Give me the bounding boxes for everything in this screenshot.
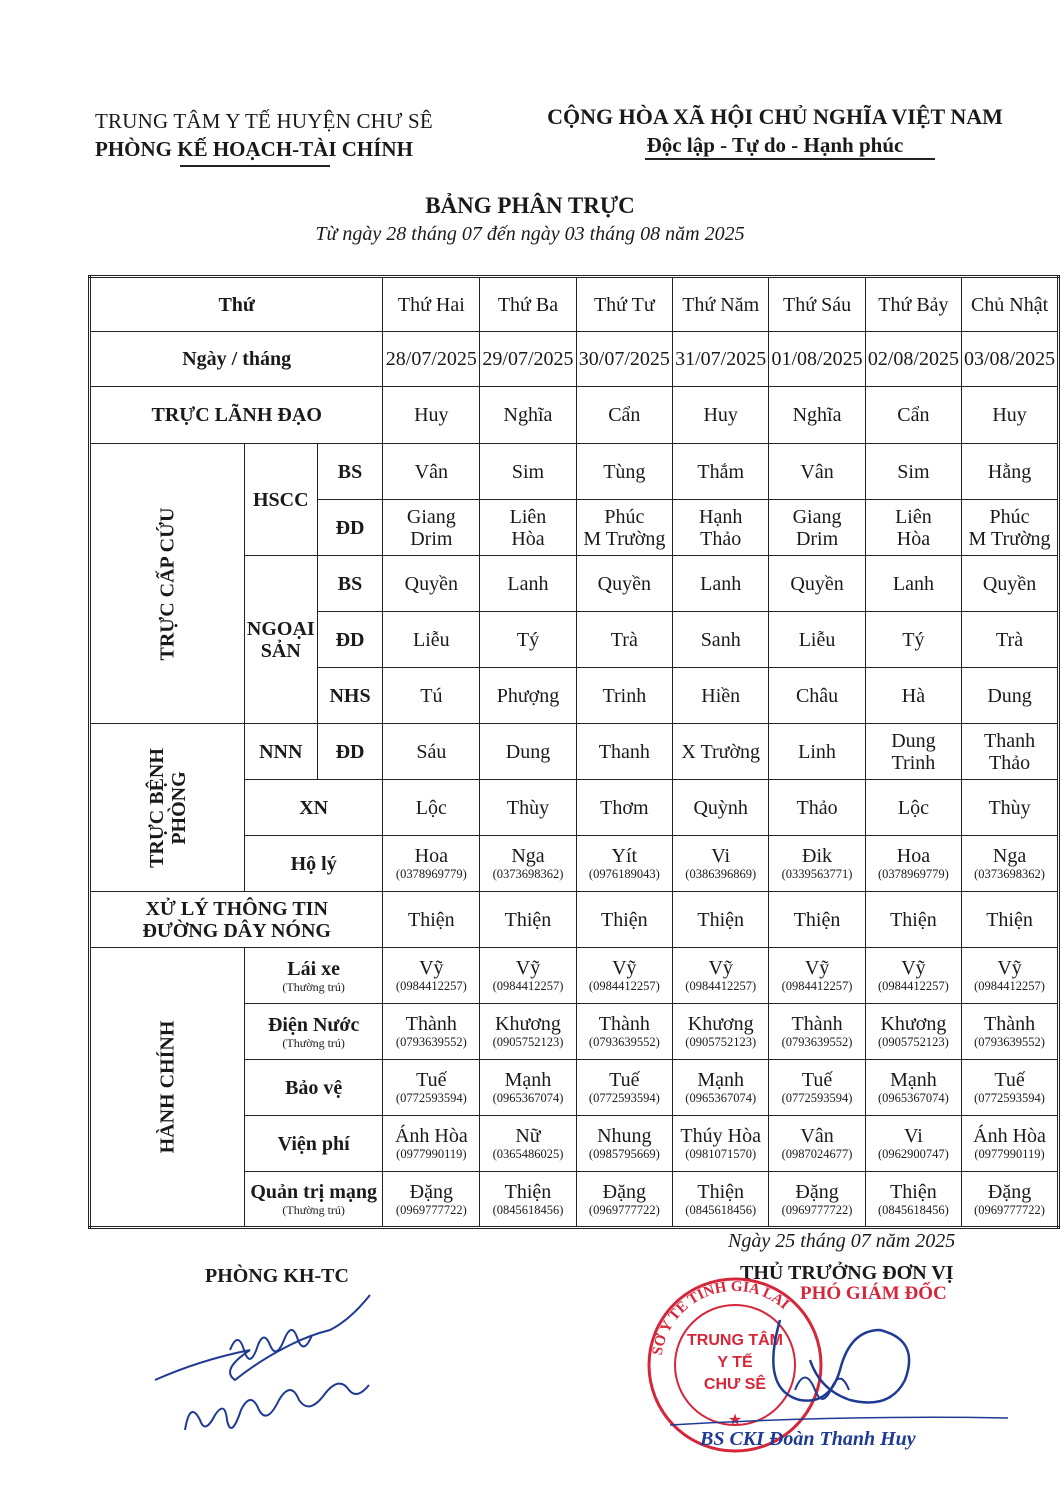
nnn-dd-cell: X Trường (673, 724, 769, 780)
left-signature (140, 1290, 400, 1460)
hotline-cell: Thiện (962, 892, 1059, 948)
director-name: BS CKI Đoàn Thanh Huy (700, 1428, 916, 1450)
holy-cell: Nga (0373698362) (480, 836, 576, 892)
ns-dd-cell: Trà (962, 612, 1059, 668)
leadership-cell: Huy (673, 387, 769, 444)
ns-bs-cell: Lanh (673, 556, 769, 612)
holy-cell: Đik (0339563771) (769, 836, 865, 892)
hscc-dd-cell: Giang Drim (383, 500, 480, 556)
ns-bs-cell: Lanh (480, 556, 576, 612)
hscc-dd-cell: Liên Hòa (480, 500, 576, 556)
security-cell: Mạnh (0965367074) (673, 1060, 769, 1116)
utilities-cell: Thành (0793639552) (383, 1004, 480, 1060)
holy-label: Hộ lý (244, 836, 382, 892)
day-header: Thứ Hai (383, 277, 480, 332)
ns-bs-cell: Quyền (383, 556, 480, 612)
hscc-dd-cell: Giang Drim (769, 500, 865, 556)
leadership-cell: Nghĩa (480, 387, 576, 444)
billing-cell: Ánh Hòa (0977990119) (962, 1116, 1059, 1172)
utilities-label: Điện Nước (Thường trú) (244, 1004, 382, 1060)
hscc-bs-cell: Sim (480, 444, 576, 500)
driver-cell: Vỹ (0984412257) (865, 948, 961, 1004)
org-underline (180, 165, 330, 167)
ns-nhs-cell: Trinh (576, 668, 672, 724)
nnn-dd-cell: Thanh Thảo (962, 724, 1059, 780)
network-admin-label: Quản trị mạng (Thường trú) (244, 1172, 382, 1228)
day-header: Thứ Năm (673, 277, 769, 332)
ns-dd-cell: Sanh (673, 612, 769, 668)
document-title (0, 192, 1060, 248)
stamp-outer-text: SỞ Y TẾ TỈNH GIA LAI (649, 1278, 792, 1357)
driver-cell: Vỹ (0984412257) (480, 948, 576, 1004)
network-admin-cell: Đặng (0969777722) (769, 1172, 865, 1228)
hscc-dd-cell: Phúc M Trường (962, 500, 1059, 556)
hotline-cell: Thiện (383, 892, 480, 948)
hscc-dd-label: ĐD (317, 500, 383, 556)
header-thu: Thứ (90, 277, 383, 332)
nation-line-2: Độc lập - Tự do - Hạnh phúc (646, 133, 904, 157)
network-admin-cell: Thiện (0845618456) (865, 1172, 961, 1228)
driver-cell: Vỹ (0984412257) (383, 948, 480, 1004)
holy-cell: Hoa (0378969779) (865, 836, 961, 892)
xn-cell: Quỳnh (673, 780, 769, 836)
table-row (90, 724, 1059, 780)
stamp-inner-3: CHƯ SÊ (703, 1376, 767, 1393)
ns-nhs-cell: Hiền (673, 668, 769, 724)
day-header: Thứ Sáu (769, 277, 865, 332)
ns-nhs-cell: Dung (962, 668, 1059, 724)
billing-cell: Thúy Hòa (0981071570) (673, 1116, 769, 1172)
org-line-2: PHÒNG KẾ HOẠCH-TÀI CHÍNH (95, 137, 413, 161)
xn-label: XN (244, 780, 382, 836)
leadership-cell: Cẩn (865, 387, 961, 444)
table-row (90, 387, 1059, 444)
network-admin-cell: Thiện (0845618456) (480, 1172, 576, 1228)
nation-underline (645, 158, 935, 160)
org-line-1: TRUNG TÂM Y TẾ HUYỆN CHƯ SÊ (95, 109, 433, 133)
driver-cell: Vỹ (0984412257) (576, 948, 672, 1004)
title-main: BẢNG PHÂN TRỰC (425, 193, 635, 218)
title-sub: Từ ngày 28 tháng 07 đến ngày 03 tháng 08 năm 2025 (315, 223, 745, 245)
ns-bs-cell: Quyền (962, 556, 1059, 612)
driver-cell: Vỹ (0984412257) (962, 948, 1059, 1004)
hscc-bs-cell: Vân (769, 444, 865, 500)
table-row (90, 277, 1059, 332)
table-row (90, 948, 1059, 1004)
utilities-cell: Thành (0793639552) (576, 1004, 672, 1060)
ns-nhs-cell: Tú (383, 668, 480, 724)
stamp-inner-1: TRUNG TÂM (687, 1332, 783, 1349)
security-cell: Tuế (0772593594) (383, 1060, 480, 1116)
ns-nhs-cell: Châu (769, 668, 865, 724)
utilities-cell: Khương (0905752123) (865, 1004, 961, 1060)
admin-group-label: HÀNH CHÍNH (90, 948, 245, 1228)
ns-dd-cell: Tý (480, 612, 576, 668)
driver-label: Lái xe (Thường trú) (244, 948, 382, 1004)
ns-dd-cell: Liễu (769, 612, 865, 668)
nnn-dd-cell: Linh (769, 724, 865, 780)
nation-line-1: CỘNG HÒA XÃ HỘI CHỦ NGHĨA VIỆT NAM (547, 104, 1003, 129)
ngoai-san-label: NGOẠI SẢN (244, 556, 317, 724)
duty-schedule-table (88, 275, 1060, 1229)
right-signer-subtitle: PHÓ GIÁM ĐỐC (800, 1283, 947, 1304)
leadership-cell: Huy (383, 387, 480, 444)
xn-cell: Lộc (383, 780, 480, 836)
date-cell: 28/07/2025 (383, 332, 480, 387)
day-header: Thứ Ba (480, 277, 576, 332)
hscc-bs-cell: Sim (865, 444, 961, 500)
security-cell: Mạnh (0965367074) (865, 1060, 961, 1116)
billing-cell: Vân (0987024677) (769, 1116, 865, 1172)
security-cell: Tuế (0772593594) (576, 1060, 672, 1116)
nnn-dd-label: ĐD (317, 724, 383, 780)
header-date: Ngày / tháng (90, 332, 383, 387)
hscc-dd-cell: Liên Hòa (865, 500, 961, 556)
hotline-cell: Thiện (865, 892, 961, 948)
leadership-cell: Cẩn (576, 387, 672, 444)
nnn-dd-cell: Dung (480, 724, 576, 780)
utilities-cell: Thành (0793639552) (962, 1004, 1059, 1060)
ns-bs-cell: Quyền (769, 556, 865, 612)
stamp-star-icon: ★ (727, 1410, 743, 1429)
leadership-label: TRỰC LÃNH ĐẠO (90, 387, 383, 444)
hotline-cell: Thiện (480, 892, 576, 948)
emergency-group-label: TRỰC CẤP CỨU (90, 444, 245, 724)
xn-cell: Lộc (865, 780, 961, 836)
hotline-cell: Thiện (576, 892, 672, 948)
ns-bs-label: BS (317, 556, 383, 612)
signing-date: Ngày 25 tháng 07 năm 2025 (728, 1230, 956, 1252)
hscc-label: HSCC (244, 444, 317, 556)
hscc-dd-cell: Phúc M Trường (576, 500, 672, 556)
billing-cell: Nhung (0985795669) (576, 1116, 672, 1172)
holy-cell: Hoa (0378969779) (383, 836, 480, 892)
billing-label: Viện phí (244, 1116, 382, 1172)
hscc-bs-cell: Hằng (962, 444, 1059, 500)
holy-cell: Vi (0386396869) (673, 836, 769, 892)
hscc-bs-cell: Vân (383, 444, 480, 500)
ns-dd-cell: Liễu (383, 612, 480, 668)
security-cell: Tuế (0772593594) (769, 1060, 865, 1116)
leadership-cell: Nghĩa (769, 387, 865, 444)
security-cell: Tuế (0772593594) (962, 1060, 1059, 1116)
table-row (90, 332, 1059, 387)
xn-cell: Thùy (962, 780, 1059, 836)
nnn-dd-cell: Sáu (383, 724, 480, 780)
xn-cell: Thơm (576, 780, 672, 836)
billing-cell: Ánh Hòa (0977990119) (383, 1116, 480, 1172)
hotline-label: XỬ LÝ THÔNG TIN ĐƯỜNG DÂY NÓNG (90, 892, 383, 948)
leadership-cell: Huy (962, 387, 1059, 444)
date-cell: 29/07/2025 (480, 332, 576, 387)
billing-cell: Nữ (0365486025) (480, 1116, 576, 1172)
hscc-bs-label: BS (317, 444, 383, 500)
ns-dd-cell: Tý (865, 612, 961, 668)
ns-dd-cell: Trà (576, 612, 672, 668)
hscc-bs-cell: Tùng (576, 444, 672, 500)
nnn-dd-cell: Thanh (576, 724, 672, 780)
ns-nhs-cell: Hà (865, 668, 961, 724)
ns-bs-cell: Lanh (865, 556, 961, 612)
hotline-cell: Thiện (673, 892, 769, 948)
date-cell: 30/07/2025 (576, 332, 672, 387)
billing-cell: Vi (0962900747) (865, 1116, 961, 1172)
day-header: Thứ Bảy (865, 277, 961, 332)
security-label: Bảo vệ (244, 1060, 382, 1116)
utilities-cell: Khương (0905752123) (673, 1004, 769, 1060)
nnn-dd-cell: Dung Trinh (865, 724, 961, 780)
table-row (90, 444, 1059, 500)
date-cell: 01/08/2025 (769, 332, 865, 387)
nnn-label: NNN (244, 724, 317, 780)
table-row (90, 892, 1059, 948)
ns-dd-label: ĐD (317, 612, 383, 668)
network-admin-cell: Đặng (0969777722) (576, 1172, 672, 1228)
utilities-cell: Khương (0905752123) (480, 1004, 576, 1060)
driver-cell: Vỹ (0984412257) (769, 948, 865, 1004)
date-cell: 02/08/2025 (865, 332, 961, 387)
day-header: Thứ Tư (576, 277, 672, 332)
driver-cell: Vỹ (0984412257) (673, 948, 769, 1004)
day-header: Chủ Nhật (962, 277, 1059, 332)
nation-header (545, 103, 1005, 159)
signature-underline (670, 1410, 1010, 1430)
utilities-cell: Thành (0793639552) (769, 1004, 865, 1060)
left-signer-title: PHÒNG KH-TC (205, 1265, 349, 1287)
network-admin-cell: Thiện (0845618456) (673, 1172, 769, 1228)
ns-nhs-label: NHS (317, 668, 383, 724)
security-cell: Mạnh (0965367074) (480, 1060, 576, 1116)
ns-bs-cell: Quyền (576, 556, 672, 612)
stamp-inner-2: Y TẾ (717, 1354, 753, 1371)
ns-nhs-cell: Phượng (480, 668, 576, 724)
network-admin-cell: Đặng (0969777722) (962, 1172, 1059, 1228)
holy-cell: Nga (0373698362) (962, 836, 1059, 892)
network-admin-cell: Đặng (0969777722) (383, 1172, 480, 1228)
holy-cell: Yít (0976189043) (576, 836, 672, 892)
hscc-bs-cell: Thắm (673, 444, 769, 500)
hscc-dd-cell: Hạnh Thảo (673, 500, 769, 556)
xn-cell: Thảo (769, 780, 865, 836)
organization-header (95, 107, 433, 163)
xn-cell: Thùy (480, 780, 576, 836)
right-signer-title: THỦ TRƯỞNG ĐƠN VỊ (740, 1262, 954, 1284)
date-cell: 03/08/2025 (962, 332, 1059, 387)
ward-group-label: TRỰC BỆNH PHÒNG (90, 724, 245, 892)
hotline-cell: Thiện (769, 892, 865, 948)
date-cell: 31/07/2025 (673, 332, 769, 387)
